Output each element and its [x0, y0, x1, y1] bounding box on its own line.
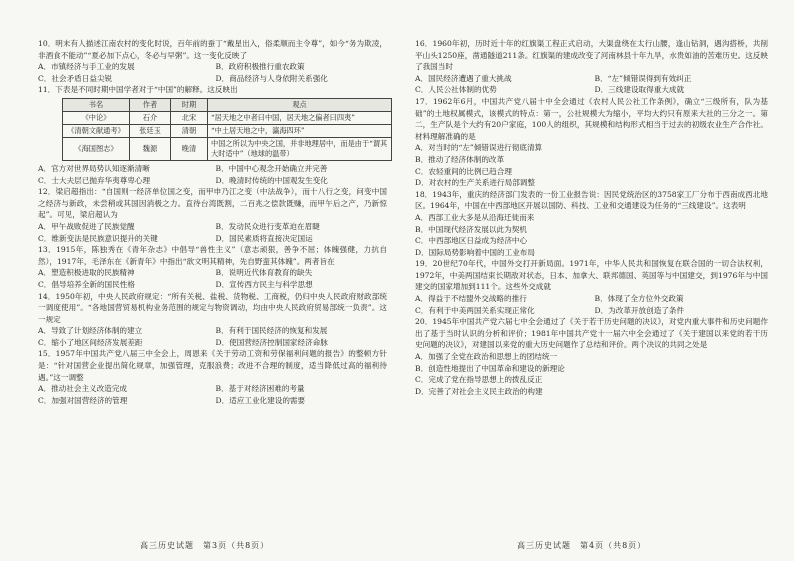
- option-d: D．适应工业化建设的需要: [215, 395, 306, 405]
- question-11: [38, 84, 387, 186]
- question-stem: 11．下表是不同时期中国学者对于“中国”的解释。这反映出: [38, 85, 238, 95]
- options: [38, 383, 387, 406]
- option-d: D．宣传西方民主与科学思想: [215, 279, 313, 289]
- option-a: A．国民经济遭遇了重大挑战: [415, 73, 512, 83]
- table-row: [63, 137, 392, 160]
- option-a: A．市镇经济与手工业的发展: [38, 62, 135, 72]
- option-b: B．基于对经济困难的考量: [215, 384, 305, 394]
- question-stem: 10．明末有人描述江南农村的变化时说，百年前的蚕丁“戴星出入，俗柔顺而主令尊”，如今“务为欺凌，非酒食不能动”“夏必加下点心，冬必与早粥”。这一变化反映了: [38, 39, 387, 60]
- question-18: [415, 189, 768, 259]
- option-d: D．商品经济与人身依附关系强化: [215, 73, 328, 83]
- options: [38, 61, 387, 84]
- option-d: D．国民素质将直接决定国运: [215, 233, 313, 243]
- options: [38, 221, 387, 244]
- option-a: A．官方对世界局势认知逐渐清晰: [38, 163, 150, 173]
- option-c: C．社会矛盾日益尖锐: [38, 73, 113, 83]
- table-cell: 《中论》: [63, 111, 130, 124]
- options: [415, 142, 768, 188]
- question-stem: 12．梁启超指出：“自国则一经济单位国之变，而甲申乃江之变（中法战争），而十八行之变，问变中国之经济与新政，未尝稍或其国因消极之力。直待台湾既割，二百兆之偿款既赚，而甲午后之产，乃新惊起”。可见，梁启超认为: [38, 187, 387, 220]
- page-footer: 高三历史试题 第4页（共8页）: [517, 541, 647, 550]
- table-header: 作者: [130, 98, 171, 111]
- option-d: D．完善了对社会主义民主政治的构建: [415, 386, 543, 396]
- table-cell: 晚清: [171, 137, 208, 160]
- options: [415, 73, 768, 96]
- option-b: B．政府积极推行重农政策: [215, 62, 305, 72]
- option-c: C．有利于中美两国关系实现正常化: [415, 305, 535, 315]
- option-b: B．说明近代体育教育的缺失: [215, 268, 313, 278]
- question-16: [415, 38, 768, 96]
- option-d: D．为改革开放创造了条件: [594, 305, 685, 315]
- question-stem: 18．1943年，重庆的经济部门发表的一份工业报告说：因民党统治区的3758家工厂分布于西南成西北地区。1964年，中国在中西部地区开展以国防、科技、工业和交通建设为任务的“三线建设”。这表明: [415, 189, 768, 211]
- table-row: [63, 124, 392, 137]
- definition-table: [62, 98, 392, 161]
- question-17: [415, 96, 768, 189]
- question-stem: 16．1960年初，历时近十年的红旗渠工程正式启动，大渠盘绕在太行山腰，逢山钻洞，遇沟搭桥，共削平山头1250座，凿通隧道211条。红旗渠的建成改变了河南林县十年九旱，水贵如油的苦难历史。这反映了我国当时: [415, 39, 768, 72]
- option-b: B．中国中心观念开始确立并完善: [215, 163, 328, 173]
- question-12: [38, 186, 387, 244]
- table-cell: 中国之所以为中央之国，并非地理居中，而是由于“谓其大时适中”（地球的温带）: [208, 137, 392, 160]
- right-page: [397, 0, 794, 561]
- option-d: D．晚清时传统的中国观发生变化: [215, 175, 328, 185]
- options: [38, 325, 387, 348]
- option-a: A．西部工业大多是从沿海迁徙而来: [415, 212, 535, 222]
- table-cell: 北宋: [171, 111, 208, 124]
- option-a: A．塑造积极进取的民族精神: [38, 268, 135, 278]
- option-a: A．推动社会主义改造完成: [38, 384, 128, 394]
- option-b: B．推动了经济体制的改革: [415, 154, 505, 164]
- question-19: [415, 258, 768, 316]
- option-d: D．国际局势影响着中国的工业布局: [415, 247, 535, 257]
- table-header: 书名: [63, 98, 130, 111]
- option-c: C．完成了党在指导思想上的拨乱反正: [415, 375, 543, 385]
- question-stem: 14．1950年初，中央人民政府规定：“所有关税、盐税、货物税、工商税，仍归中央人民政府财政部统一调度使用”。“各地国营贸易机构业务范围的规定与物资调动，均由中央人民政府贸易部统一负责”。这一规定: [38, 291, 387, 324]
- option-d: D．三线建设取得重大成就: [594, 85, 685, 95]
- options: [415, 212, 768, 258]
- question-stem: 17．1962年6月，中国共产党八届十中全会通过《农村人民公社工作条例》，确立“三级所有，队为基础”的土地权属模式，该模式的特点：第一，公社规模大为缩小，平均大约只有原来大社的三分之一。第二，生产队是个大约有20户家庭，100人的组织，其规模和结构形式相当于过去的初级农业生产合作社。材料理解准确的是: [415, 96, 768, 141]
- options: [415, 293, 768, 316]
- question-13: [38, 244, 387, 290]
- option-c: C．农轻重间的比例已趋合理: [415, 166, 512, 176]
- table-cell: 《清朝文献通考》: [63, 124, 130, 137]
- question-15: [38, 348, 387, 406]
- table-cell: “中土居天地之中，瀛海四环”: [208, 124, 392, 137]
- option-c: C．倡导培养全新的国民性格: [38, 279, 135, 289]
- options: [415, 351, 768, 397]
- table-cell: 石介: [130, 111, 171, 124]
- option-d: D．对农村的生产关系进行局部调整: [415, 178, 535, 188]
- question-stem: 13．1915年，陈独秀在《青年杂志》中倡导“兽性主义”（意志顽狠，善争不屈；体魄强健，力抗自然），1917年，毛泽东在《新青年》中指出“欲文明其精神，先自野蛮其体魄”。两者旨在: [38, 245, 387, 266]
- option-c: C．中西部地区日益成为经济中心: [415, 236, 528, 246]
- question-stem: 15．1957年中国共产党八届三中全会上，周恩来《关于劳动工资和劳保福利问题的报告》的整顿方针是：“针对国营企业提出简化规章，加强管理，克服浪费；改进不合理的制度，适当降低过高的福利待遇。”这一调整: [38, 349, 387, 382]
- table-cell: 清朝: [171, 124, 208, 137]
- table-cell: 《海国图志》: [63, 137, 130, 160]
- question-stem: 20．1945年中国共产党六届七中全会通过了《关于若干历史问题的决议》，对党内重大事件和历史问题作出了基于当时认识的分析和评价；1981年中国共产党十一届六中全会通过了《关于建国以来党的若干历史问题的决议》，对建国以来党的重大历史问题作了总结和评价。两个决议的共同之处是: [415, 317, 768, 350]
- option-a: A．对当时的“左”倾错误进行彻底清算: [415, 143, 543, 153]
- option-c: C．人民公社体制的优势: [415, 85, 497, 95]
- table-cell: 张廷玉: [130, 124, 171, 137]
- option-b: B．有利于国民经济的恢复和发展: [215, 326, 328, 336]
- question-10: [38, 38, 387, 84]
- option-a: A．得益于不结盟外交战略的推行: [415, 294, 527, 304]
- option-d: D．使国营经济控制国家经济命脉: [215, 337, 328, 347]
- table-header: 观点: [208, 98, 392, 111]
- option-b: B．中国现代经济发展以此为契机: [415, 224, 527, 234]
- option-b: B．体现了全方位外交政策: [594, 294, 684, 304]
- question-14: [38, 291, 387, 349]
- option-a: A．甲午战败促进了民族觉醒: [38, 221, 135, 231]
- options: [38, 163, 387, 186]
- table-header: 时期: [171, 98, 208, 111]
- table-row: [63, 111, 392, 124]
- options: [38, 267, 387, 290]
- option-c: C．缩小了地区间经济发展差距: [38, 337, 143, 347]
- option-c: C．维新变法是民族意识提升的关键: [38, 233, 158, 243]
- question-stem: 19．20世纪70年代，中国外交打开新局面。1971年，中华人民共和国恢复在联合国的一切合法权利，1972年，中美两国结束长期敌对状态，日本、加拿大、联邦德国、英国等与中国建交，到1976年与中国建交的国家增加到111个。这些外交成就: [415, 259, 768, 292]
- option-c: C．士大夫层已抛弃华夷尊卑心理: [38, 175, 151, 185]
- option-b: B．发动民众进行变革迫在眉睫: [215, 221, 320, 231]
- table-cell: 魏源: [130, 137, 171, 160]
- option-a: A．加强了全党在政治和思想上的团结统一: [415, 352, 558, 362]
- option-c: C．加强对国营经济的管理: [38, 395, 128, 405]
- question-20: [415, 316, 768, 397]
- option-a: A．导致了计划经济体制的建立: [38, 326, 143, 336]
- page-footer: 高三历史试题 第3页（共8页）: [140, 541, 270, 550]
- option-b: B．“左”倾错误得到有效纠正: [594, 73, 692, 83]
- table-cell: “居天地之中者曰中国，居天地之偏者曰四夷”: [208, 111, 392, 124]
- option-b: B．创造性地提出了中国革命和建设的新理论: [415, 363, 565, 373]
